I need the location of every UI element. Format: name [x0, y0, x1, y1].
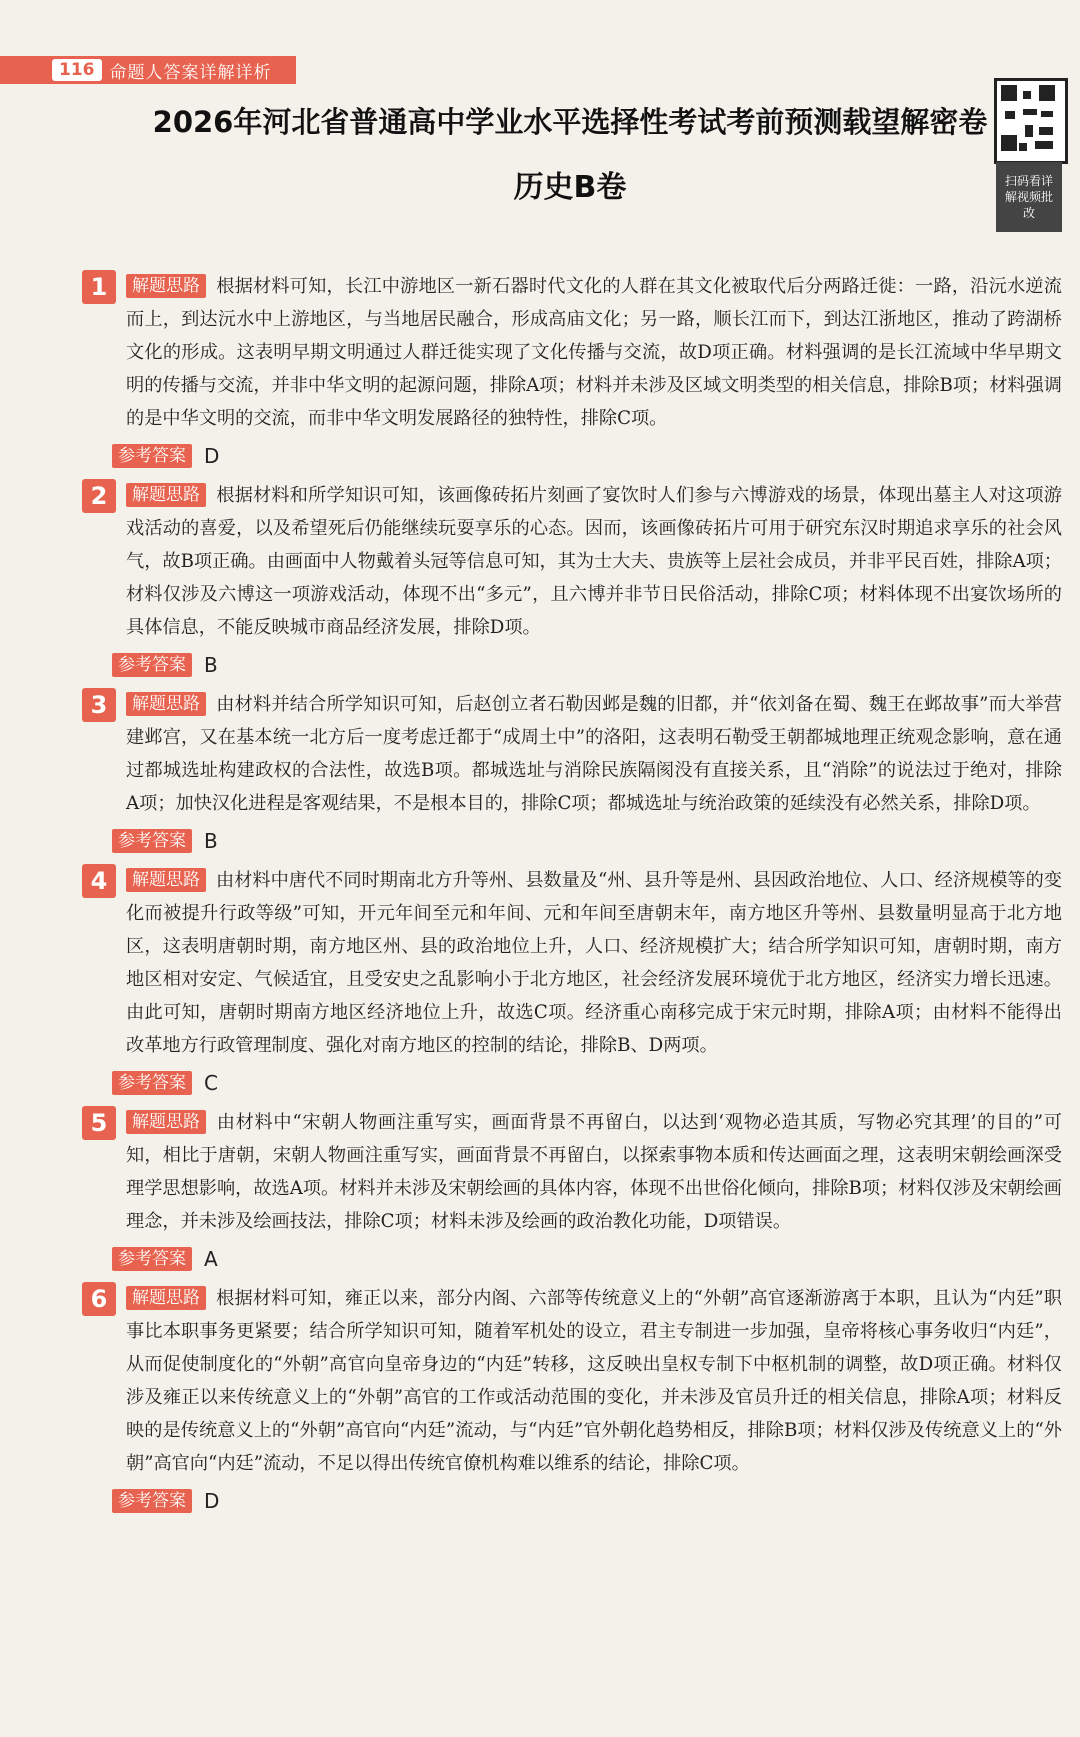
analysis-tag: 解题思路 [126, 1286, 206, 1310]
answer-row [112, 1068, 1062, 1098]
question-number: 4 [82, 864, 116, 898]
answer-value: A [204, 1247, 218, 1271]
answer-list [82, 270, 1062, 1524]
analysis-text: 解题思路 根据材料可知，雍正以来，部分内阁、六部等传统意义上的“外朝”高官逐渐游离于本职，且认为“内廷”职事比本职事务更紧要；结合所学知识可知，随着军机处的设立，君主专制进一步加强，皇帝将核心事务收归“内廷”，从而促使制度化的“外朝”高官向皇帝身边的“内廷”转移，这反映出皇权专制下中枢机制的调整，故D项正确。材料仅涉及雍正以来传统意义上的“外朝”高官的工作或活动范围的变化，并未涉及官员升迁的相关信息，排除A项；材料反映的是传统意义上的“外朝”高官向“内廷”流动，与“内廷”官外朝化趋势相反，排除B项；材料仅涉及传统意义上的“外朝”高官向“内廷”流动，不足以得出传统官僚机构难以维系的结论，排除C项。 [126, 1288, 1062, 1474]
question-3 [82, 688, 1062, 856]
answer-tag: 参考答案 [112, 1071, 192, 1095]
question-6 [82, 1282, 1062, 1516]
question-2 [82, 479, 1062, 680]
answer-value: D [204, 1489, 220, 1513]
answer-value: B [204, 653, 218, 677]
section-title: 命题人答案详解详析 [109, 62, 272, 83]
page-title: 2026年河北省普通高中学业水平选择性考试考前预测载望解密卷 [152, 105, 988, 139]
analysis-text: 解题思路 由材料中唐代不同时期南北方升等州、县数量及“州、县升等是州、县因政治地位、人口、经济规模等的变化而被提升行政等级”可知，开元年间至元和年间、元和年间至唐朝末年，南方地区升等州、县数量明显高于北方地区，这表明唐朝时期，南方地区州、县的政治地位上升，人口、经济规模扩大；结合所学知识可知，唐朝时期，南方地区相对安定、气候适宜，且受安史之乱影响小于北方地区，社会经济发展环境优于北方地区，经济实力增长迅速。由此可知，唐朝时期南方地区经济地位上升，故选C项。经济重心南移完成于宋元时期，排除A项；由材料不能得出改革地方行政管理制度、强化对南方地区的控制的结论，排除B、D两项。 [126, 870, 1062, 1056]
question-5 [82, 1106, 1062, 1274]
answer-value: C [204, 1071, 218, 1095]
analysis-tag: 解题思路 [126, 868, 206, 892]
analysis-text: 解题思路 根据材料和所学知识可知，该画像砖拓片刻画了宴饮时人们参与六博游戏的场景，体现出墓主人对这项游戏活动的喜爱，以及希望死后仍能继续玩耍享乐的心态。因而，该画像砖拓片可用于研究东汉时期追求享乐的社会风气，故B项正确。由画面中人物戴着头冠等信息可知，其为士大夫、贵族等上层社会成员，并非平民百姓，排除A项；材料仅涉及六博这一项游戏活动，体现不出“多元”，且六博并非节日民俗活动，排除C项；材料体现不出宴饮场所的具体信息，不能反映城市商品经济发展，排除D项。 [126, 485, 1062, 638]
page-header [0, 56, 296, 84]
analysis-tag: 解题思路 [126, 274, 206, 298]
answer-tag: 参考答案 [112, 1489, 192, 1513]
question-number: 3 [82, 688, 116, 722]
answer-tag: 参考答案 [112, 829, 192, 853]
question-number: 2 [82, 479, 116, 513]
answer-row [112, 826, 1062, 856]
answer-tag: 参考答案 [112, 444, 192, 468]
analysis-tag: 解题思路 [126, 692, 206, 716]
question-1 [82, 270, 1062, 471]
qr-code-icon[interactable] [994, 78, 1068, 164]
qr-label: 扫码看详解视频批改 [996, 162, 1062, 232]
page-number: 116 [52, 59, 102, 81]
answer-tag: 参考答案 [112, 1247, 192, 1271]
answer-row [112, 1486, 1062, 1516]
answer-row [112, 1244, 1062, 1274]
answer-value: B [204, 829, 218, 853]
question-number: 1 [82, 270, 116, 304]
question-number: 6 [82, 1282, 116, 1316]
question-number: 5 [82, 1106, 116, 1140]
answer-tag: 参考答案 [112, 653, 192, 677]
question-4 [82, 864, 1062, 1098]
analysis-tag: 解题思路 [126, 1110, 206, 1134]
answer-row [112, 650, 1062, 680]
analysis-text: 解题思路 由材料中“宋朝人物画注重写实，画面背景不再留白，以达到‘观物必造其质，写物必究其理’的目的”可知，相比于唐朝，宋朝人物画注重写实，画面背景不再留白，以探索事物本质和传达画面之理，这表明宋朝绘画深受理学思想影响，故选A项。材料并未涉及宋朝绘画的具体内容，体现不出世俗化倾向，排除B项；材料仅涉及宋朝绘画理念，并未涉及绘画技法，排除C项；材料未涉及绘画的政治教化功能，D项错误。 [126, 1112, 1062, 1232]
answer-value: D [204, 444, 220, 468]
analysis-text: 解题思路 根据材料可知，长江中游地区一新石器时代文化的人群在其文化被取代后分两路迁徙：一路，沿沅水逆流而上，到达沅水中上游地区，与当地居民融合，形成高庙文化；另一路，顺长江而下，到达江浙地区，推动了跨湖桥文化的形成。这表明早期文明通过人群迁徙实现了文化传播与交流，故D项正确。材料强调的是长江流域中华早期文明的传播与交流，并非中华文明的起源问题，排除A项；材料并未涉及区域文明类型的相关信息，排除B项；材料强调的是中华文明的交流，而非中华文明发展路径的独特性，排除C项。 [126, 276, 1062, 429]
answer-row [112, 441, 1062, 471]
analysis-tag: 解题思路 [126, 483, 206, 507]
page-subtitle: 历史B卷 [513, 170, 627, 205]
analysis-text: 解题思路 由材料并结合所学知识可知，后赵创立者石勒因邺是魏的旧都，并“依刘备在蜀、魏王在邺故事”而大举营建邺宫，又在基本统一北方后一度考虑迁都于“成周土中”的洛阳，这表明石勒受王朝都城地理正统观念影响，意在通过都城选址构建政权的合法性，故选B项。都城选址与消除民族隔阂没有直接关系，且“消除”的说法过于绝对，排除A项；加快汉化进程是客观结果，不是根本目的，排除C项；都城选址与统治政策的延续没有必然关系，排除D项。 [126, 694, 1062, 814]
